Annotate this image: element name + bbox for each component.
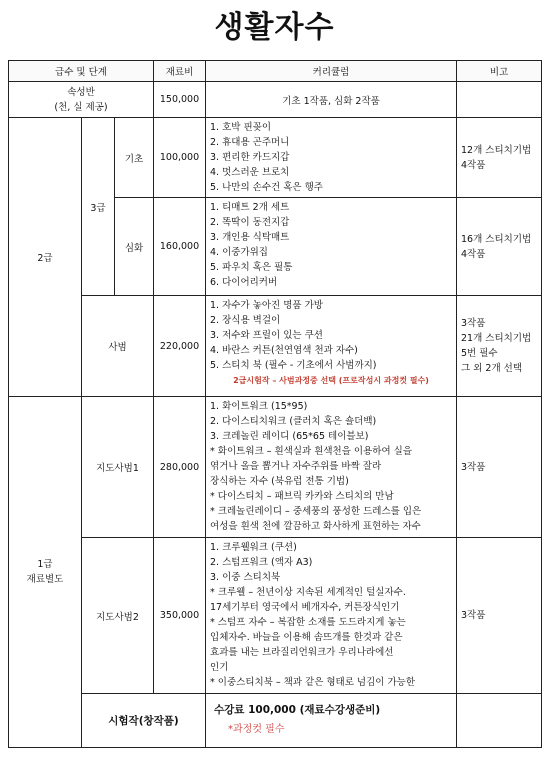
list-item: * 화이트워크 – 흰색실과 흰색천을 이용하여 실을 bbox=[210, 446, 412, 457]
list-item: * 이중스티치북 – 책과 같은 형태로 넘김이 가능한 bbox=[210, 677, 416, 688]
list-item: 4. 이중가위집 bbox=[210, 247, 268, 258]
list-item: 3. 개인용 식탁매트 bbox=[210, 232, 290, 243]
basic-note bbox=[457, 118, 542, 198]
list-item: 5. 스티치 북 (필수 - 기초에서 사범까지) bbox=[210, 360, 377, 371]
exam-fee: 수강료 100,000 (재료수강생준비) bbox=[214, 704, 381, 716]
list-item: 입체자수. 바늘을 이용해 솜뜨개를 한것과 같은 bbox=[210, 632, 403, 643]
basic-label: 기초 bbox=[115, 118, 154, 198]
mentor2-note: 3작품 bbox=[457, 538, 542, 694]
list-item: 17세기부터 영국에서 베개자수, 커튼장식인기 bbox=[210, 602, 400, 613]
intro-row bbox=[9, 82, 542, 118]
header-fee: 재료비 bbox=[154, 61, 206, 82]
mentor1-note: 3작품 bbox=[457, 397, 542, 538]
mentor2-row bbox=[9, 538, 542, 694]
list-item: 2. 장식용 벽걸이 bbox=[210, 315, 281, 326]
grade2-label: 2급 bbox=[9, 118, 82, 397]
list-item: 3. 이중 스티치북 bbox=[210, 572, 281, 583]
header-note: 비고 bbox=[457, 61, 542, 82]
list-item: 5. 파우치 혹은 필통 bbox=[210, 262, 293, 273]
grade1-label-sub: 재료별도 bbox=[26, 574, 64, 585]
list-item: * 다이스티치 – 패브릭 카카와 스티치의 만남 bbox=[210, 491, 394, 502]
list-item: 2. 휴대용 곤주머니 bbox=[210, 137, 290, 148]
list-item: 1. 자수가 놓아진 명품 가방 bbox=[210, 300, 323, 311]
list-item: * 크루웰 – 천년이상 지속된 세계적인 털실자수. bbox=[210, 587, 406, 598]
mentor1-row bbox=[9, 397, 542, 538]
grade3-label: 3급 bbox=[82, 118, 115, 296]
instructor-exam-note: 2급시험작 – 사범과정중 선택 (프로작성시 과정컷 필수) bbox=[233, 376, 429, 385]
basic-note-works: 4작품 bbox=[461, 159, 486, 171]
exam-note bbox=[457, 694, 542, 748]
instructor-note-line: 3작품 bbox=[461, 318, 486, 329]
instructor-label: 사범 bbox=[82, 296, 154, 397]
exam-fee-cell bbox=[206, 694, 457, 748]
mentor2-curriculum bbox=[206, 538, 457, 694]
list-item: 인기 bbox=[210, 662, 229, 673]
instructor-note-line: 그 외 2개 선택 bbox=[461, 363, 523, 374]
advanced-label: 심화 bbox=[115, 198, 154, 296]
instructor-note-line: 21개 스티치기법 bbox=[461, 333, 532, 344]
instructor-row bbox=[9, 296, 542, 397]
list-item: 3. 크레놀린 레이디 (65*65 테이블보) bbox=[210, 431, 369, 442]
mentor1-curriculum bbox=[206, 397, 457, 538]
instructor-curriculum bbox=[206, 296, 457, 397]
list-item: 6. 다이어리커버 bbox=[210, 277, 278, 288]
advanced-note-works: 4작품 bbox=[461, 248, 486, 260]
list-item: * 크레놀린레이디 – 중세풍의 풍성한 드레스를 입은 bbox=[210, 506, 422, 517]
list-item: 1. 티매트 2개 세트 bbox=[210, 202, 290, 213]
page-title: 생활자수 bbox=[214, 10, 335, 45]
basic-fee: 100,000 bbox=[154, 118, 206, 198]
header-row bbox=[9, 61, 542, 82]
list-item: 효과를 내는 브라질리언워크가 우리나라에선 bbox=[210, 647, 394, 658]
mentor1-fee: 280,000 bbox=[154, 397, 206, 538]
advanced-note bbox=[457, 198, 542, 296]
exam-label: 시험작(창작품) bbox=[82, 694, 206, 748]
advanced-curriculum bbox=[206, 198, 457, 296]
exam-row bbox=[9, 694, 542, 748]
list-item: 3. 편리한 카드지갑 bbox=[210, 152, 290, 163]
basic-row bbox=[9, 118, 542, 198]
list-item: 5. 나만의 손수건 혹은 행주 bbox=[210, 182, 323, 193]
list-item: * 스텀프 자수 – 복잡한 소재를 도드라지게 놓는 bbox=[210, 617, 406, 628]
basic-note-techniques: 12개 스티치기법 bbox=[461, 144, 532, 156]
instructor-note-line: 5번 필수 bbox=[461, 348, 498, 359]
list-item: 2. 똑딱이 동전지갑 bbox=[210, 217, 290, 228]
list-item: 1. 호박 핀꽂이 bbox=[210, 122, 272, 133]
list-item: 1. 크루웰워크 (쿠션) bbox=[210, 542, 297, 553]
grade1-label bbox=[9, 397, 82, 748]
basic-curriculum bbox=[206, 118, 457, 198]
curriculum-table bbox=[8, 60, 542, 748]
instructor-note bbox=[457, 296, 542, 397]
intro-label-sub: (천, 실 제공) bbox=[54, 101, 108, 113]
mentor2-fee: 350,000 bbox=[154, 538, 206, 694]
list-item: 4. 멋스러운 브로치 bbox=[210, 167, 290, 178]
mentor1-label: 지도사범1 bbox=[82, 397, 154, 538]
list-item: 3. 저수와 프릴이 있는 쿠션 bbox=[210, 330, 323, 341]
mentor2-label: 지도사범2 bbox=[82, 538, 154, 694]
advanced-fee: 160,000 bbox=[154, 198, 206, 296]
list-item: 2. 스텀프워크 (액자 A3) bbox=[210, 557, 313, 568]
grade1-label-main: 1급 bbox=[37, 559, 53, 570]
list-item: 2. 다이스티치워크 (클러치 혹은 숄더백) bbox=[210, 416, 377, 427]
list-item: 4. 바란스 커튼(천연염색 천과 자수) bbox=[210, 345, 358, 356]
exam-required-note: *과정컷 필수 bbox=[228, 724, 285, 735]
header-level: 급수 및 단계 bbox=[9, 61, 154, 82]
intro-curriculum: 기초 1작품, 심화 2작품 bbox=[206, 82, 457, 118]
intro-note bbox=[457, 82, 542, 118]
list-item: 엮거나 올을 뽑거나 자수주위를 바짝 잘라 bbox=[210, 461, 382, 472]
intro-label-main: 속성반 bbox=[67, 86, 95, 98]
header-curriculum: 커리큘럼 bbox=[206, 61, 457, 82]
advanced-note-techniques: 16개 스티치기법 bbox=[461, 233, 532, 245]
intro-fee: 150,000 bbox=[154, 82, 206, 118]
list-item: 1. 화이트워크 (15*95) bbox=[210, 401, 308, 412]
list-item: 여성을 흰색 천에 깔끔하고 화사하게 표현하는 자수 bbox=[210, 521, 421, 532]
list-item: 장식하는 자수 (북유럽 전통 기법) bbox=[210, 476, 349, 487]
instructor-fee: 220,000 bbox=[154, 296, 206, 397]
intro-label bbox=[9, 82, 154, 118]
